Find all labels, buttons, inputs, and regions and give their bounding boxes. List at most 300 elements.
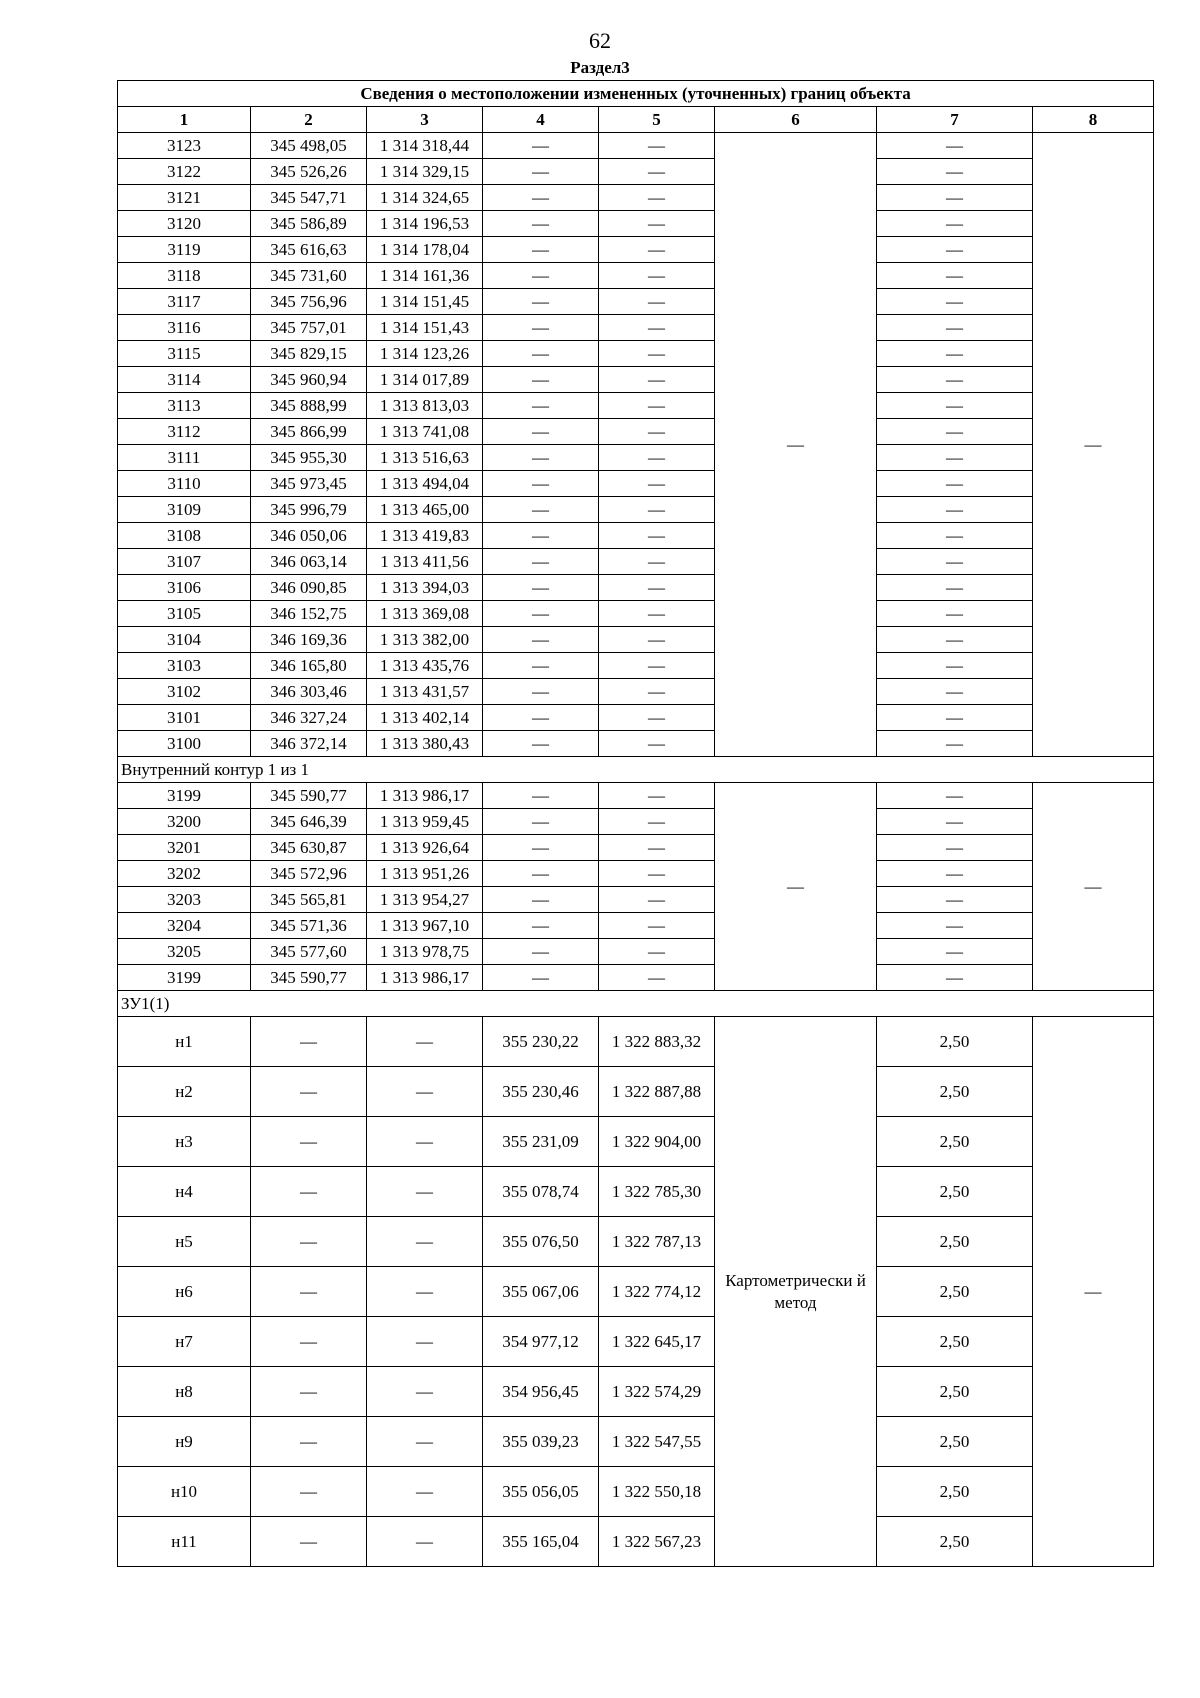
point-number-cell: н3 — [118, 1117, 251, 1167]
new-x-cell: — — [483, 289, 599, 315]
existing-x-cell: 345 960,94 — [251, 367, 367, 393]
existing-x-cell: 346 372,14 — [251, 731, 367, 757]
existing-y-cell: 1 314 318,44 — [367, 133, 483, 159]
new-x-cell: — — [483, 705, 599, 731]
existing-x-cell: 345 866,99 — [251, 419, 367, 445]
accuracy-cell: 2,50 — [877, 1417, 1033, 1467]
point-number-cell: н5 — [118, 1217, 251, 1267]
new-x-cell: — — [483, 939, 599, 965]
table-row — [118, 601, 1154, 627]
accuracy-cell: — — [877, 367, 1033, 393]
column-header: 7 — [877, 107, 1033, 133]
existing-y-cell: 1 313 382,00 — [367, 627, 483, 653]
accuracy-cell: — — [877, 575, 1033, 601]
new-y-cell: 1 322 550,18 — [599, 1467, 715, 1517]
table-row — [118, 1017, 1154, 1067]
accuracy-cell: 2,50 — [877, 1167, 1033, 1217]
existing-y-cell: 1 313 741,08 — [367, 419, 483, 445]
accuracy-cell: — — [877, 653, 1033, 679]
table-row — [118, 549, 1154, 575]
accuracy-cell: — — [877, 419, 1033, 445]
table-row — [118, 1067, 1154, 1117]
accuracy-cell: — — [877, 601, 1033, 627]
new-x-cell: — — [483, 185, 599, 211]
new-y-cell: — — [599, 523, 715, 549]
accuracy-cell: — — [877, 835, 1033, 861]
new-x-cell: — — [483, 783, 599, 809]
point-number-cell: 3203 — [118, 887, 251, 913]
accuracy-cell: 2,50 — [877, 1517, 1033, 1567]
new-x-cell: 355 230,46 — [483, 1067, 599, 1117]
new-y-cell: 1 322 645,17 — [599, 1317, 715, 1367]
existing-x-cell: — — [251, 1117, 367, 1167]
column-header: 4 — [483, 107, 599, 133]
new-x-cell: — — [483, 211, 599, 237]
point-number-cell: 3205 — [118, 939, 251, 965]
existing-x-cell: 346 090,85 — [251, 575, 367, 601]
table-row — [118, 653, 1154, 679]
existing-y-cell: 1 313 431,57 — [367, 679, 483, 705]
table-row — [118, 1267, 1154, 1317]
existing-y-cell: 1 313 967,10 — [367, 913, 483, 939]
point-number-cell: 3110 — [118, 471, 251, 497]
description-cell: — — [1033, 133, 1154, 757]
existing-y-cell: 1 313 986,17 — [367, 783, 483, 809]
existing-y-cell: 1 314 017,89 — [367, 367, 483, 393]
new-y-cell: — — [599, 809, 715, 835]
existing-x-cell: 346 303,46 — [251, 679, 367, 705]
new-y-cell: — — [599, 133, 715, 159]
table-row — [118, 835, 1154, 861]
accuracy-cell: 2,50 — [877, 1367, 1033, 1417]
table-row — [118, 783, 1154, 809]
table-row — [118, 1517, 1154, 1567]
existing-x-cell: 346 327,24 — [251, 705, 367, 731]
new-y-cell: 1 322 904,00 — [599, 1117, 715, 1167]
accuracy-cell: — — [877, 939, 1033, 965]
existing-x-cell: 345 630,87 — [251, 835, 367, 861]
new-x-cell: 354 956,45 — [483, 1367, 599, 1417]
existing-x-cell: — — [251, 1017, 367, 1067]
page-number: 62 — [589, 28, 611, 53]
existing-x-cell: 346 152,75 — [251, 601, 367, 627]
new-x-cell: 355 230,22 — [483, 1017, 599, 1067]
inner-contour-label: Внутренний контур 1 из 1 — [118, 757, 1154, 783]
point-number-cell: н7 — [118, 1317, 251, 1367]
new-y-cell: — — [599, 575, 715, 601]
point-number-cell: 3123 — [118, 133, 251, 159]
new-y-cell: — — [599, 419, 715, 445]
point-number-cell: 3118 — [118, 263, 251, 289]
table-row — [118, 705, 1154, 731]
existing-y-cell: 1 314 151,45 — [367, 289, 483, 315]
existing-y-cell: — — [367, 1467, 483, 1517]
accuracy-cell: — — [877, 913, 1033, 939]
accuracy-cell: — — [877, 887, 1033, 913]
existing-x-cell: — — [251, 1167, 367, 1217]
table-row — [118, 393, 1154, 419]
point-number-cell: 3105 — [118, 601, 251, 627]
existing-x-cell: 345 571,36 — [251, 913, 367, 939]
existing-x-cell: 345 526,26 — [251, 159, 367, 185]
table-row — [118, 159, 1154, 185]
new-y-cell: — — [599, 887, 715, 913]
existing-x-cell: — — [251, 1417, 367, 1467]
point-number-cell: 3116 — [118, 315, 251, 341]
accuracy-cell: — — [877, 705, 1033, 731]
existing-y-cell: 1 313 394,03 — [367, 575, 483, 601]
point-number-cell: 3106 — [118, 575, 251, 601]
new-x-cell: — — [483, 913, 599, 939]
table-row — [118, 861, 1154, 887]
new-y-cell: — — [599, 211, 715, 237]
existing-y-cell: — — [367, 1267, 483, 1317]
boundary-coordinates-table — [117, 80, 1154, 1567]
accuracy-cell: — — [877, 341, 1033, 367]
point-number-cell: 3119 — [118, 237, 251, 263]
new-x-cell: 355 076,50 — [483, 1217, 599, 1267]
table-row — [118, 965, 1154, 991]
existing-y-cell: — — [367, 1317, 483, 1367]
table-row — [118, 419, 1154, 445]
point-number-cell: 3102 — [118, 679, 251, 705]
table-row — [118, 133, 1154, 159]
method-cell: — — [715, 783, 877, 991]
description-cell: — — [1033, 1017, 1154, 1567]
new-y-cell: — — [599, 783, 715, 809]
existing-x-cell: 345 996,79 — [251, 497, 367, 523]
table-row — [118, 211, 1154, 237]
point-number-cell: н9 — [118, 1417, 251, 1467]
existing-y-cell: — — [367, 1117, 483, 1167]
new-x-cell: — — [483, 523, 599, 549]
existing-x-cell: 346 165,80 — [251, 653, 367, 679]
table-row — [118, 185, 1154, 211]
new-x-cell: — — [483, 549, 599, 575]
existing-y-cell: 1 313 419,83 — [367, 523, 483, 549]
new-y-cell: 1 322 774,12 — [599, 1267, 715, 1317]
existing-y-cell: 1 313 494,04 — [367, 471, 483, 497]
point-number-cell: 3115 — [118, 341, 251, 367]
existing-x-cell: — — [251, 1067, 367, 1117]
new-y-cell: — — [599, 679, 715, 705]
point-number-cell: 3107 — [118, 549, 251, 575]
existing-y-cell: 1 313 959,45 — [367, 809, 483, 835]
existing-x-cell: 345 547,71 — [251, 185, 367, 211]
new-y-cell: — — [599, 445, 715, 471]
existing-x-cell: 345 757,01 — [251, 315, 367, 341]
point-number-cell: 3100 — [118, 731, 251, 757]
new-y-cell: 1 322 574,29 — [599, 1367, 715, 1417]
existing-x-cell: — — [251, 1317, 367, 1367]
new-x-cell: — — [483, 861, 599, 887]
new-x-cell: — — [483, 263, 599, 289]
existing-x-cell: 345 731,60 — [251, 263, 367, 289]
point-number-cell: 3121 — [118, 185, 251, 211]
table-row — [118, 679, 1154, 705]
new-y-cell: — — [599, 965, 715, 991]
new-y-cell: — — [599, 341, 715, 367]
existing-y-cell: 1 313 926,64 — [367, 835, 483, 861]
new-x-cell: — — [483, 367, 599, 393]
new-y-cell: — — [599, 705, 715, 731]
table-row — [118, 1417, 1154, 1467]
existing-y-cell: 1 313 813,03 — [367, 393, 483, 419]
new-y-cell: — — [599, 315, 715, 341]
table-row — [118, 1117, 1154, 1167]
accuracy-cell: — — [877, 445, 1033, 471]
existing-y-cell: 1 313 951,26 — [367, 861, 483, 887]
point-number-cell: 3204 — [118, 913, 251, 939]
point-number-cell: н11 — [118, 1517, 251, 1567]
section-label: Раздел3 — [570, 58, 630, 77]
new-x-cell: — — [483, 887, 599, 913]
accuracy-cell: — — [877, 237, 1033, 263]
table-row — [118, 1317, 1154, 1367]
existing-x-cell: 345 590,77 — [251, 965, 367, 991]
point-number-cell: 3113 — [118, 393, 251, 419]
new-x-cell: 355 056,05 — [483, 1467, 599, 1517]
existing-x-cell: — — [251, 1267, 367, 1317]
existing-x-cell: — — [251, 1517, 367, 1567]
table-row — [118, 367, 1154, 393]
point-number-cell: 3108 — [118, 523, 251, 549]
existing-y-cell: 1 313 954,27 — [367, 887, 483, 913]
existing-x-cell: — — [251, 1367, 367, 1417]
table-row — [118, 263, 1154, 289]
accuracy-cell: — — [877, 523, 1033, 549]
point-number-cell: 3101 — [118, 705, 251, 731]
new-x-cell: — — [483, 237, 599, 263]
new-x-cell: 355 165,04 — [483, 1517, 599, 1567]
column-header: 3 — [367, 107, 483, 133]
new-y-cell: — — [599, 835, 715, 861]
description-cell: — — [1033, 783, 1154, 991]
existing-y-cell: 1 314 161,36 — [367, 263, 483, 289]
point-number-cell: 3199 — [118, 783, 251, 809]
existing-y-cell: — — [367, 1217, 483, 1267]
accuracy-cell: — — [877, 289, 1033, 315]
new-y-cell: — — [599, 289, 715, 315]
existing-x-cell: 345 829,15 — [251, 341, 367, 367]
existing-x-cell: 345 973,45 — [251, 471, 367, 497]
accuracy-cell: 2,50 — [877, 1017, 1033, 1067]
new-y-cell: — — [599, 627, 715, 653]
new-x-cell: 355 039,23 — [483, 1417, 599, 1467]
accuracy-cell: — — [877, 133, 1033, 159]
table-row — [118, 1467, 1154, 1517]
new-x-cell: 355 078,74 — [483, 1167, 599, 1217]
point-number-cell: 3122 — [118, 159, 251, 185]
accuracy-cell: 2,50 — [877, 1217, 1033, 1267]
existing-y-cell: 1 313 402,14 — [367, 705, 483, 731]
existing-x-cell: 345 577,60 — [251, 939, 367, 965]
existing-y-cell: 1 313 380,43 — [367, 731, 483, 757]
existing-y-cell: 1 314 329,15 — [367, 159, 483, 185]
new-x-cell: 354 977,12 — [483, 1317, 599, 1367]
point-number-cell: н2 — [118, 1067, 251, 1117]
existing-x-cell: — — [251, 1467, 367, 1517]
existing-y-cell: — — [367, 1067, 483, 1117]
table-row — [118, 575, 1154, 601]
column-header: 1 — [118, 107, 251, 133]
column-header: 2 — [251, 107, 367, 133]
method-cell: Картометрически й метод — [715, 1017, 877, 1567]
zu-label: ЗУ1(1) — [118, 991, 1154, 1017]
existing-x-cell: 345 590,77 — [251, 783, 367, 809]
existing-x-cell: 345 616,63 — [251, 237, 367, 263]
new-x-cell: — — [483, 809, 599, 835]
table-row — [118, 913, 1154, 939]
new-x-cell: — — [483, 471, 599, 497]
new-y-cell: — — [599, 861, 715, 887]
new-x-cell: — — [483, 315, 599, 341]
new-x-cell: 355 231,09 — [483, 1117, 599, 1167]
point-number-cell: 3200 — [118, 809, 251, 835]
existing-y-cell: 1 314 196,53 — [367, 211, 483, 237]
new-x-cell: — — [483, 497, 599, 523]
accuracy-cell: — — [877, 315, 1033, 341]
new-y-cell: 1 322 887,88 — [599, 1067, 715, 1117]
accuracy-cell: — — [877, 471, 1033, 497]
new-y-cell: — — [599, 939, 715, 965]
new-y-cell: — — [599, 653, 715, 679]
table-row — [118, 939, 1154, 965]
new-y-cell: 1 322 787,13 — [599, 1217, 715, 1267]
point-number-cell: 3202 — [118, 861, 251, 887]
table-row — [118, 809, 1154, 835]
new-x-cell: — — [483, 133, 599, 159]
existing-x-cell: 345 888,99 — [251, 393, 367, 419]
column-header: 8 — [1033, 107, 1154, 133]
new-x-cell: — — [483, 731, 599, 757]
new-y-cell: — — [599, 367, 715, 393]
table-row — [118, 471, 1154, 497]
existing-y-cell: 1 313 465,00 — [367, 497, 483, 523]
new-x-cell: — — [483, 159, 599, 185]
point-number-cell: 3114 — [118, 367, 251, 393]
point-number-cell: н4 — [118, 1167, 251, 1217]
accuracy-cell: 2,50 — [877, 1467, 1033, 1517]
table-title: Сведения о местоположении измененных (уточненных) границ объекта — [118, 81, 1154, 107]
accuracy-cell: 2,50 — [877, 1267, 1033, 1317]
table-row — [118, 341, 1154, 367]
point-number-cell: 3120 — [118, 211, 251, 237]
new-x-cell: — — [483, 341, 599, 367]
new-y-cell: — — [599, 237, 715, 263]
table-row — [118, 887, 1154, 913]
table-row — [118, 289, 1154, 315]
new-y-cell: — — [599, 497, 715, 523]
existing-y-cell: 1 313 986,17 — [367, 965, 483, 991]
existing-x-cell: 345 498,05 — [251, 133, 367, 159]
new-y-cell: — — [599, 393, 715, 419]
point-number-cell: 3117 — [118, 289, 251, 315]
existing-y-cell: 1 313 978,75 — [367, 939, 483, 965]
new-y-cell: — — [599, 913, 715, 939]
table-row — [118, 627, 1154, 653]
new-x-cell: 355 067,06 — [483, 1267, 599, 1317]
point-number-cell: 3111 — [118, 445, 251, 471]
existing-y-cell: 1 313 435,76 — [367, 653, 483, 679]
new-y-cell: 1 322 547,55 — [599, 1417, 715, 1467]
existing-y-cell: 1 313 516,63 — [367, 445, 483, 471]
existing-y-cell: 1 314 324,65 — [367, 185, 483, 211]
new-x-cell: — — [483, 393, 599, 419]
accuracy-cell: 2,50 — [877, 1117, 1033, 1167]
existing-x-cell: 345 646,39 — [251, 809, 367, 835]
table-row — [118, 1167, 1154, 1217]
new-x-cell: — — [483, 679, 599, 705]
table-row — [118, 1217, 1154, 1267]
point-number-cell: 3201 — [118, 835, 251, 861]
point-number-cell: 3112 — [118, 419, 251, 445]
new-x-cell: — — [483, 965, 599, 991]
existing-x-cell: 345 955,30 — [251, 445, 367, 471]
accuracy-cell: — — [877, 393, 1033, 419]
accuracy-cell: — — [877, 159, 1033, 185]
table-row — [118, 315, 1154, 341]
new-y-cell: — — [599, 159, 715, 185]
new-x-cell: — — [483, 445, 599, 471]
accuracy-cell: — — [877, 861, 1033, 887]
existing-y-cell: — — [367, 1167, 483, 1217]
new-y-cell: — — [599, 471, 715, 497]
new-y-cell: 1 322 567,23 — [599, 1517, 715, 1567]
point-number-cell: н10 — [118, 1467, 251, 1517]
new-y-cell: — — [599, 549, 715, 575]
point-number-cell: н1 — [118, 1017, 251, 1067]
accuracy-cell: — — [877, 263, 1033, 289]
existing-y-cell: — — [367, 1517, 483, 1567]
new-y-cell: 1 322 883,32 — [599, 1017, 715, 1067]
accuracy-cell: — — [877, 679, 1033, 705]
existing-x-cell: 345 586,89 — [251, 211, 367, 237]
existing-y-cell: — — [367, 1017, 483, 1067]
existing-x-cell: 346 050,06 — [251, 523, 367, 549]
point-number-cell: 3104 — [118, 627, 251, 653]
existing-x-cell: — — [251, 1217, 367, 1267]
new-y-cell: — — [599, 263, 715, 289]
new-y-cell: — — [599, 185, 715, 211]
existing-y-cell: 1 314 123,26 — [367, 341, 483, 367]
accuracy-cell: — — [877, 185, 1033, 211]
table-row — [118, 445, 1154, 471]
existing-y-cell: 1 314 151,43 — [367, 315, 483, 341]
point-number-cell: н6 — [118, 1267, 251, 1317]
accuracy-cell: — — [877, 783, 1033, 809]
accuracy-cell: — — [877, 627, 1033, 653]
existing-x-cell: 345 572,96 — [251, 861, 367, 887]
column-header: 6 — [715, 107, 877, 133]
existing-y-cell: — — [367, 1417, 483, 1467]
accuracy-cell: 2,50 — [877, 1067, 1033, 1117]
existing-x-cell: 345 565,81 — [251, 887, 367, 913]
column-header: 5 — [599, 107, 715, 133]
new-y-cell: — — [599, 601, 715, 627]
existing-x-cell: 346 169,36 — [251, 627, 367, 653]
accuracy-cell: — — [877, 497, 1033, 523]
point-number-cell: н8 — [118, 1367, 251, 1417]
new-x-cell: — — [483, 627, 599, 653]
header-row — [118, 107, 1154, 133]
table-row — [118, 731, 1154, 757]
accuracy-cell: — — [877, 731, 1033, 757]
table-row — [118, 1367, 1154, 1417]
new-y-cell: — — [599, 731, 715, 757]
existing-y-cell: 1 314 178,04 — [367, 237, 483, 263]
method-cell: — — [715, 133, 877, 757]
